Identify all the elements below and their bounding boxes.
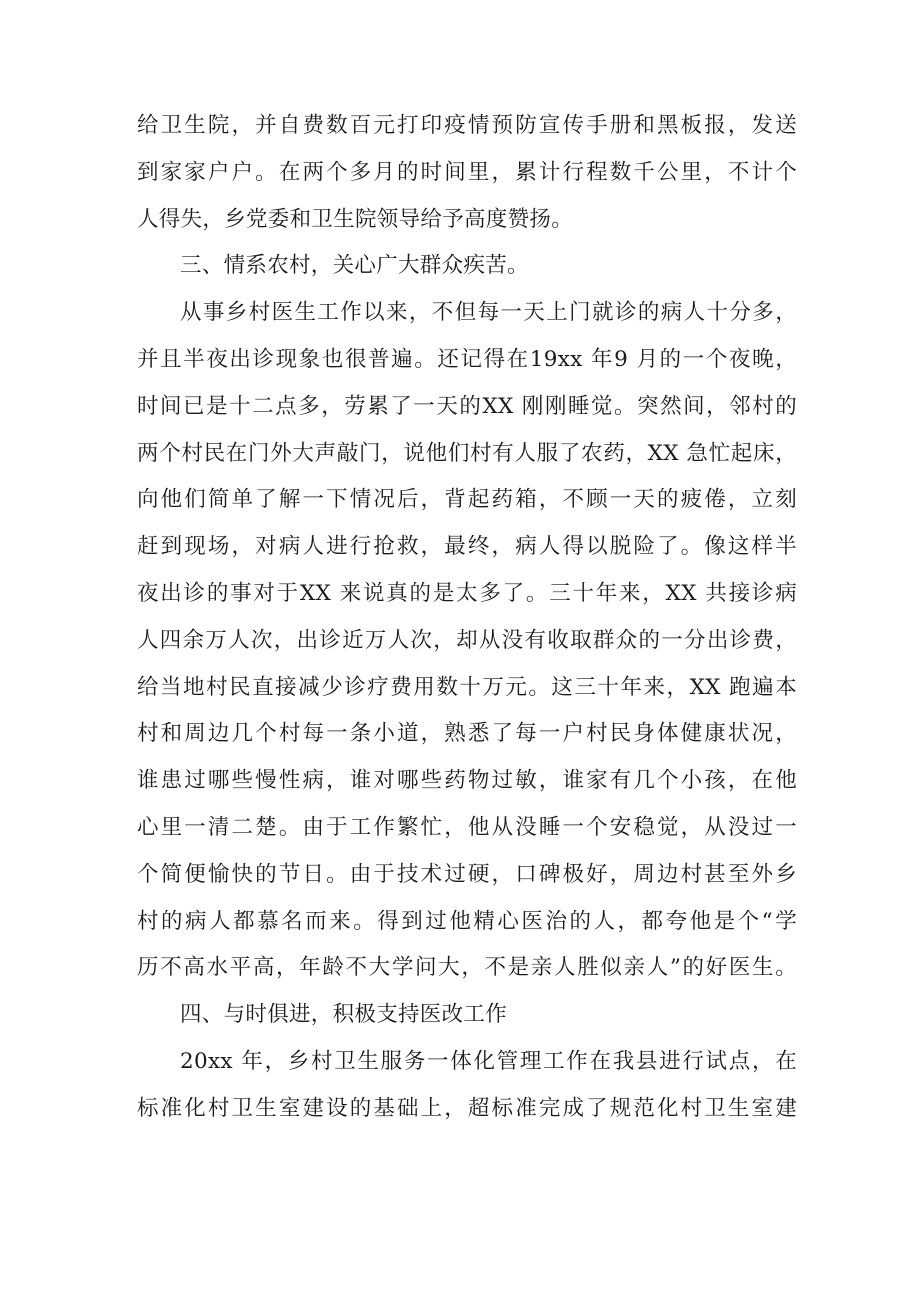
text-line: 标准化村卫生室建设的基础上，超标准完成了规范化村卫生室建 [137,1095,797,1121]
text-line: 人四余万人次，出诊近万人次，却从没有收取群众的一分出诊费， [137,627,797,653]
text-line: 两个村民在门外大声敲门，说他们村有人服了农药，XX 急忙起床， [137,440,797,466]
text-line: 从事乡村医生工作以来，不但每一天上门就诊的病人十分多， [180,300,797,326]
text-line: 到家家户户。在两个多月的时间里，累计行程数千公里，不计个 [137,159,797,185]
text-line: 村和周边几个村每一条小道，熟悉了每一户村民身体健康状况， [137,721,797,747]
text-line: 夜出诊的事对于XX 来说真的是太多了。三十年来，XX 共接诊病 [137,580,797,606]
text-line: 给当地村民直接减少诊疗费用数十万元。这三十年来，XX 跑遍本 [137,674,797,700]
text-line: 心里一清二楚。由于工作繁忙，他从没睡一个安稳觉，从没过一 [137,814,797,840]
text-line: 村的病人都慕名而来。得到过他精心医治的人，都夸他是个“学 [137,908,797,934]
text-line: 赶到现场，对病人进行抢救，最终，病人得以脱险了。像这样半 [137,534,797,560]
text-line: 人得失，乡党委和卫生院领导给予高度赞扬。 [137,206,574,232]
body-text [137,103,797,1133]
text-line: 个简便愉快的节日。由于技术过硬，口碑极好，周边村甚至外乡 [137,861,797,887]
text-line: 20xx 年，乡村卫生服务一体化管理工作在我县进行试点，在 [180,1048,797,1074]
text-line: 谁患过哪些慢性病，谁对哪些药物过敏，谁家有几个小孩，在他 [137,768,797,794]
text-line: 并且半夜出诊现象也很普遍。还记得在19xx 年9 月的一个夜晚， [137,346,797,372]
text-line: 给卫生院，并自费数百元打印疫情预防宣传手册和黑板报，发送 [137,113,797,138]
text-line: 向他们简单了解一下情况后，背起药箱，不顾一天的疲倦，立刻 [137,487,797,513]
section-heading: 四、与时俱进，积极支持医改工作 [180,1002,508,1028]
section-heading: 三、情系农村，关心广大群众疾苦。 [180,253,529,279]
text-line: 历不高水平高，年龄不大学问大，不是亲人胜似亲人”的好医生。 [137,955,797,981]
text-line: 时间已是十二点多，劳累了一天的XX 刚刚睡觉。突然间，邻村的 [137,393,797,419]
